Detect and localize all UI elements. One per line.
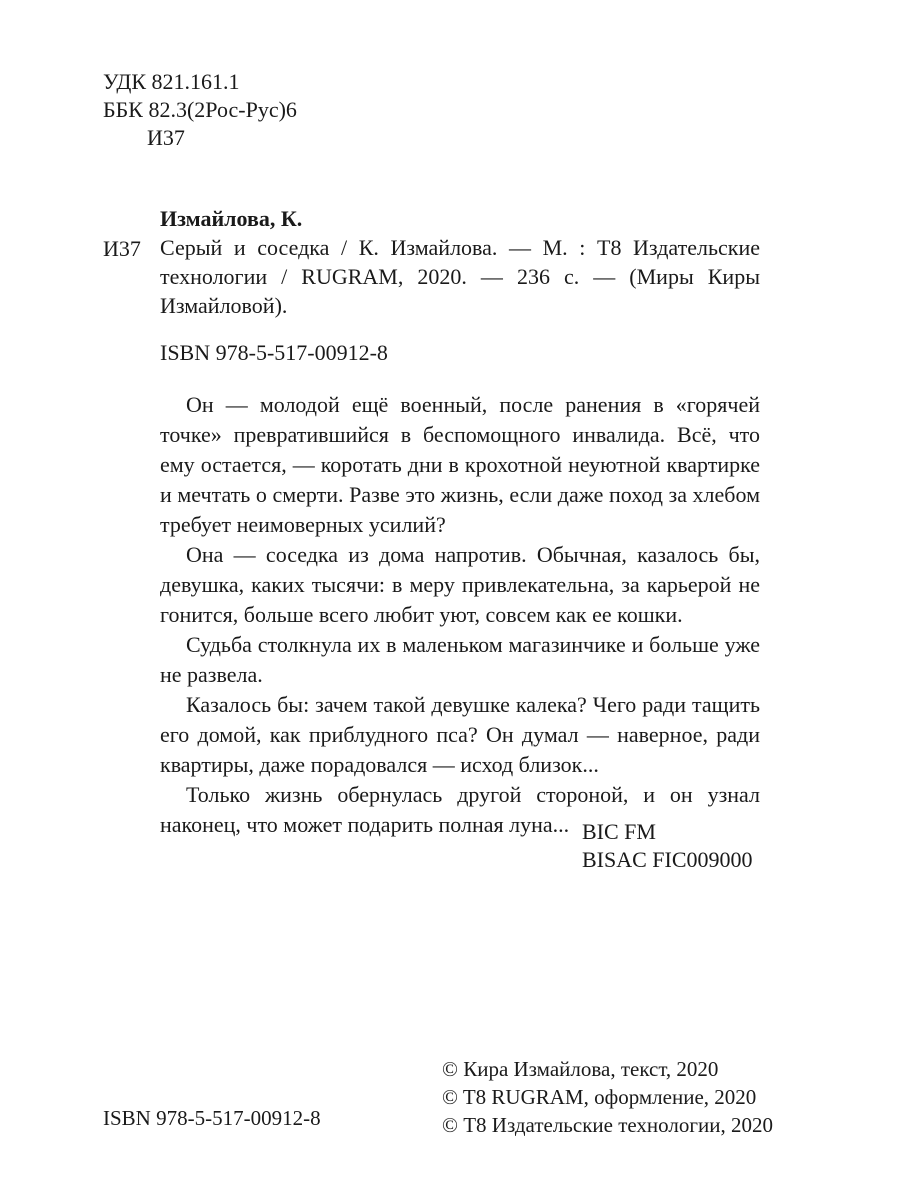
annotation-paragraph: Он — молодой ещё военный, после ранения в «горячей точке» превратившийся в беспомощного инвалида. Всё, что ему остается, — коротать дни в крохотной неуютной квартирке и мечтать о смерти. Разве это жизнь, если даже поход за хлебом требует неимоверных усилий? (160, 392, 760, 537)
bic-code: BIC FM (582, 819, 656, 844)
copyright-line: © T8 RUGRAM, оформление, 2020 (442, 1085, 757, 1109)
annotation-paragraph: Судьба столкнула их в маленьком магазинчике и больше уже не развела. (160, 632, 760, 687)
footer-isbn: ISBN 978-5-517-00912-8 (103, 1106, 321, 1130)
author-mark: И37 (147, 125, 185, 150)
copyright-block (442, 1055, 773, 1139)
bbk-code: ББК 82.3(2Рос-Рус)6 (103, 97, 297, 122)
index-mark: И37 (103, 236, 141, 261)
annotation-paragraph: Только жизнь обернулась другой стороной, и он узнал наконец, что может подарить полная луна... (160, 782, 760, 837)
bisac-code: BISAC FIC009000 (582, 847, 753, 872)
classification-codes (582, 818, 753, 874)
udk-code: УДК 821.161.1 (103, 69, 240, 94)
copyright-line: © Т8 Издательские технологии, 2020 (442, 1113, 773, 1137)
catalog-block (103, 68, 297, 152)
isbn: ISBN 978-5-517-00912-8 (160, 340, 388, 365)
bibliographic-description: Серый и соседка / К. Измайлова. — М. : Т8 Издательские технологии / RUGRAM, 2020. — 236 с. — (Миры Киры Измайловой). (160, 235, 760, 318)
author-heading: Измайлова, К. (160, 206, 303, 231)
annotation-paragraph: Она — соседка из дома напротив. Обычная, казалось бы, девушка, каких тысячи: в меру привлекательна, за карьерой не гонится, больше всего любит уют, совсем как ее кошки. (160, 542, 760, 627)
copyright-line: © Кира Измайлова, текст, 2020 (442, 1057, 719, 1081)
annotation-paragraph: Казалось бы: зачем такой девушке калека? Чего ради тащить его домой, как приблудного пса? Он думал — наверное, ради квартиры, даже порадовался — исход близок... (160, 692, 760, 777)
annotation (160, 390, 760, 840)
